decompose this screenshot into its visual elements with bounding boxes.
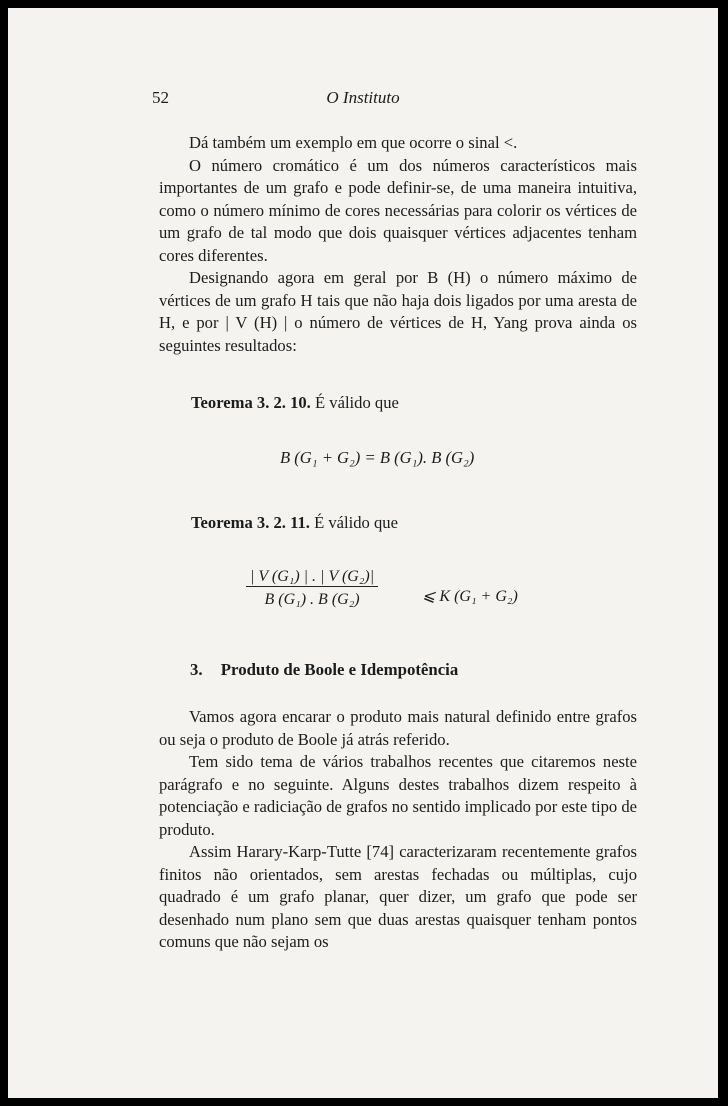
paragraph-chromatic-number: O número cromático é um dos números característicos mais importantes de um grafo e pode definir-se, de uma maneira intuitiva, como o número mínimo de cores necessárias para colorir os vértices de um grafo de tal modo que dois quaisquer vértices adjacentes tenham cores diferentes.: [159, 155, 637, 265]
top-text-block: [159, 132, 637, 357]
formula-theorem-3-2-10: B (G₁ + G₂) = B (G₁). B (G₂): [280, 448, 475, 467]
inequality-rhs: ⩽ K (G₁ + G₂): [422, 588, 518, 605]
paragraph-harary-karp-tutte: Assim Harary-Karp-Tutte [74] caracterizaram recentemente grafos finitos não orientados, sem arestas fechadas ou múltiplas, cujo quadrado é um grafo planar, quer dizer, um grafo que pode ser desenhado num plano sem que duas arestas quaisquer tenham pontos comuns que não sejam os: [159, 842, 637, 951]
section-number: 3.: [190, 660, 203, 679]
theorem-text: É válido que: [315, 393, 399, 412]
theorem-3-2-11: [191, 513, 398, 533]
page-number: 52: [152, 88, 169, 107]
paragraph-boole-product: Vamos agora encarar o produto mais natural definido entre grafos ou seja o produto de Boole já atrás referido.: [159, 707, 637, 749]
fraction-denominator: B (G₁) . B (G₂): [264, 591, 360, 608]
page-header: [8, 88, 718, 112]
fraction-numerator: | V (G₁) | . | V (G₂)|: [246, 568, 378, 587]
theorem-label: Teorema 3. 2. 10.: [191, 393, 311, 412]
section-title: Produto de Boole e Idempotência: [220, 660, 459, 679]
theorem-3-2-10: [191, 393, 399, 413]
paragraph-sign: Dá também um exemplo em que ocorre o sinal <.: [189, 133, 518, 152]
paragraph-yang-results: Designando agora em geral por B (H) o número máximo de vértices de um grafo H tais que não haja dois ligados por uma aresta de H, e por | V (H) | o número de vértices de H, Yang prova ainda os seguintes resultados:: [159, 268, 637, 355]
paragraph-recent-works: Tem sido tema de vários trabalhos recentes que citaremos neste parágrafo e no seguinte. Alguns destes trabalhos dizem respeito à potenciação e radiciação de grafos no sentido implicado por este tipo de produto.: [159, 752, 637, 839]
fraction: [246, 568, 378, 609]
formula-theorem-3-2-11: [246, 568, 518, 609]
book-page: [8, 8, 718, 1098]
theorem-label: Teorema 3. 2. 11.: [191, 513, 310, 532]
section-heading: [190, 660, 458, 680]
theorem-text: É válido que: [314, 513, 398, 532]
bottom-text-block: [159, 706, 637, 954]
running-title: O Instituto: [326, 88, 400, 107]
